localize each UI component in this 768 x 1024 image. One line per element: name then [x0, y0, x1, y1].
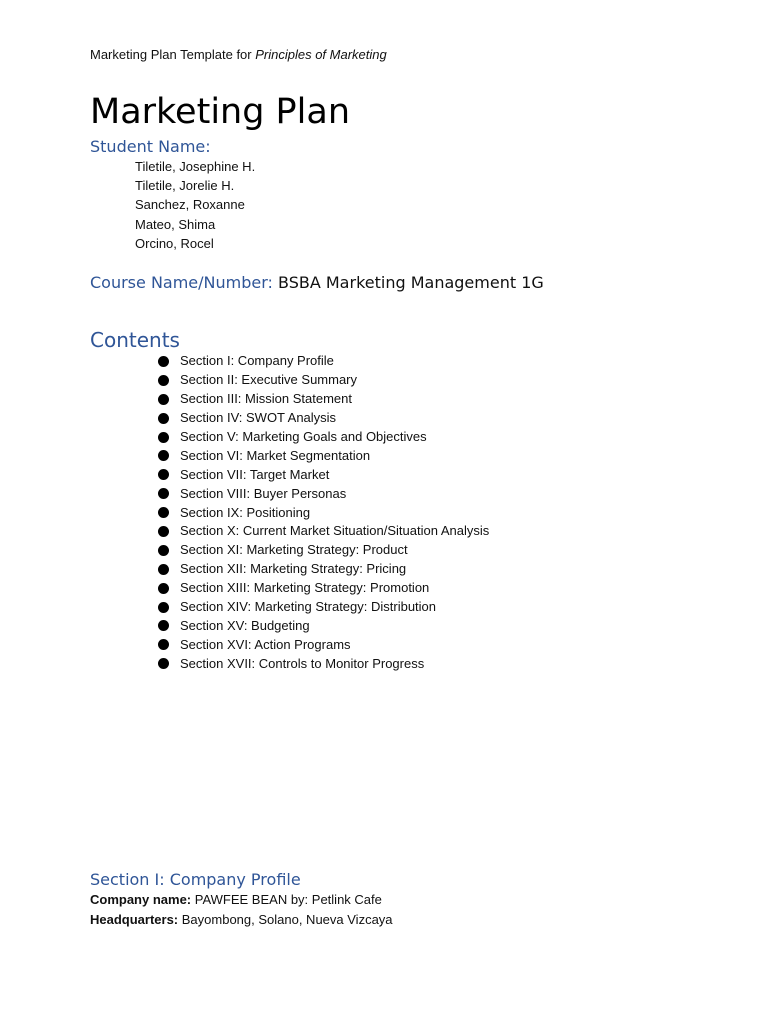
course-label: Course Name/Number:	[90, 273, 273, 292]
bullet-icon	[158, 545, 169, 556]
student-item: Mateo, Shima	[135, 216, 216, 232]
header-italic: Principles of Marketing	[255, 47, 387, 62]
student-list	[135, 157, 255, 253]
contents-item-label: Section III: Mission Statement	[180, 391, 352, 407]
bullet-icon	[158, 602, 169, 613]
page-title: Marketing Plan	[90, 92, 351, 132]
company-profile	[90, 890, 393, 929]
contents-item-label: Section XII: Marketing Strategy: Pricing	[180, 561, 407, 577]
contents-item-label: Section XVII: Controls to Monitor Progress	[180, 655, 425, 671]
contents-item	[158, 409, 489, 428]
contents-item	[158, 428, 489, 447]
course-line	[90, 273, 544, 292]
student-item: Orcino, Rocel	[135, 235, 214, 251]
bullet-icon	[158, 469, 169, 480]
document-header	[90, 47, 387, 62]
headquarters-label: Headquarters:	[90, 911, 179, 927]
contents-item-label: Section XVI: Action Programs	[180, 636, 351, 652]
bullet-icon	[158, 450, 169, 461]
bullet-icon	[158, 620, 169, 631]
bullet-icon	[158, 658, 169, 669]
contents-item	[158, 484, 489, 503]
student-item: Tiletile, Jorelie H.	[135, 178, 235, 194]
contents-item-label: Section XIII: Marketing Strategy: Promotion	[180, 580, 430, 596]
contents-item-label: Section VII: Target Market	[180, 466, 330, 482]
section-heading: Section I: Company Profile	[90, 870, 301, 889]
contents-item	[158, 579, 489, 598]
bullet-icon	[158, 432, 169, 443]
header-prefix: Marketing Plan Template for	[90, 47, 256, 62]
contents-item	[158, 560, 489, 579]
contents-item-label: Section XIV: Marketing Strategy: Distribution	[180, 599, 437, 615]
contents-item	[158, 598, 489, 617]
contents-item	[158, 352, 489, 371]
headquarters-value: Bayombong, Solano, Nueva Vizcaya	[178, 911, 393, 927]
contents-item-label: Section IV: SWOT Analysis	[180, 410, 337, 426]
contents-item-label: Section II: Executive Summary	[180, 372, 358, 388]
contents-item-label: Section X: Current Market Situation/Situation Analysis	[180, 523, 490, 539]
contents-item-label: Section VIII: Buyer Personas	[180, 485, 347, 501]
contents-list	[158, 352, 489, 673]
contents-item	[158, 541, 489, 560]
bullet-icon	[158, 413, 169, 424]
company-name-line	[90, 890, 393, 910]
bullet-icon	[158, 583, 169, 594]
contents-item-label: Section XV: Budgeting	[180, 617, 310, 633]
student-item: Tiletile, Josephine H.	[135, 159, 256, 174]
contents-item	[158, 616, 489, 635]
student-name-heading: Student Name:	[90, 137, 211, 156]
bullet-icon	[158, 526, 169, 537]
contents-item-label: Section XI: Marketing Strategy: Product	[180, 542, 408, 558]
contents-item-label: Section I: Company Profile	[180, 353, 334, 369]
contents-item	[158, 635, 489, 654]
contents-item	[158, 371, 489, 390]
contents-item-label: Section IX: Positioning	[180, 504, 311, 520]
bullet-icon	[158, 394, 169, 405]
contents-item	[158, 446, 489, 465]
bullet-icon	[158, 375, 169, 386]
student-item: Sanchez, Roxanne	[135, 197, 245, 213]
course-value: BSBA Marketing Management 1G	[278, 273, 544, 292]
contents-item	[158, 522, 489, 541]
bullet-icon	[158, 564, 169, 575]
contents-item-label: Section V: Marketing Goals and Objectives	[180, 429, 427, 444]
bullet-icon	[158, 507, 169, 518]
bullet-icon	[158, 356, 169, 367]
company-name-label: Company name:	[90, 892, 192, 907]
company-name-value: PAWFEE BEAN by: Petlink Cafe	[191, 892, 382, 907]
bullet-icon	[158, 639, 169, 650]
contents-item	[158, 465, 489, 484]
contents-heading: Contents	[90, 328, 180, 352]
contents-item	[158, 503, 489, 522]
contents-item-label: Section VI: Market Segmentation	[180, 447, 371, 463]
contents-item	[158, 390, 489, 409]
contents-item	[158, 654, 489, 673]
headquarters-line	[90, 910, 393, 930]
bullet-icon	[158, 488, 169, 499]
